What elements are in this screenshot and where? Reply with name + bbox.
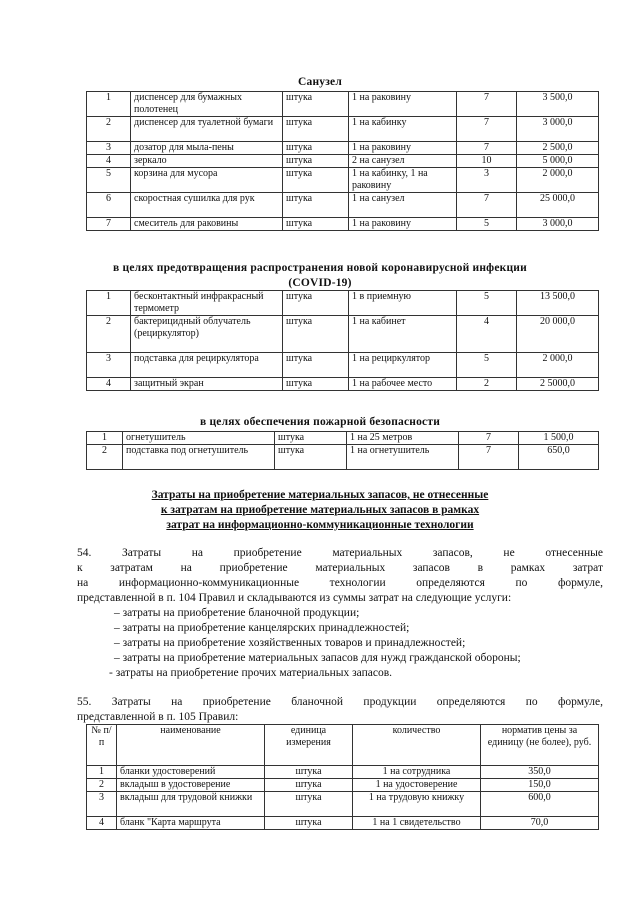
cell-n: 5 xyxy=(87,168,131,193)
cell-period: 7 xyxy=(457,92,517,117)
heading-line1: Затраты на приобретение материальных запасов, не отнесенные xyxy=(151,489,489,501)
cell-period: 3 xyxy=(457,168,517,193)
table-row xyxy=(87,792,599,817)
cell-period: 2 xyxy=(457,378,517,391)
cell-name: диспенсер для туалетной бумаги xyxy=(131,117,283,142)
heading-line3: затрат на информационно-коммуникационные технологии xyxy=(166,519,474,531)
cell-qty: 1 на рециркулятор xyxy=(349,353,457,378)
table-row xyxy=(87,432,599,445)
cell-price: 650,0 xyxy=(519,445,599,470)
cell-qty: 1 в приемную xyxy=(349,291,457,316)
cell-price: 5 000,0 xyxy=(517,155,599,168)
cell-n: 3 xyxy=(87,142,131,155)
cell-n: 3 xyxy=(87,792,117,817)
cell-unit: штука xyxy=(265,766,353,779)
section-title-fire: в целях обеспечения пожарной безопасности xyxy=(199,416,441,428)
cell-period: 10 xyxy=(457,155,517,168)
blank-products-table xyxy=(86,724,599,830)
cell-qty: 1 на кабинку, 1 на раковину xyxy=(349,168,457,193)
table-row xyxy=(87,193,599,218)
cell-price: 13 500,0 xyxy=(517,291,599,316)
cell-qty: 1 на трудовую книжку xyxy=(353,792,481,817)
cell-n: 4 xyxy=(87,378,131,391)
cell-period: 7 xyxy=(459,445,519,470)
cell-name: огнетушитель xyxy=(123,432,275,445)
header-unit: единица измерения xyxy=(265,725,353,766)
cell-price: 70,0 xyxy=(481,817,599,830)
cell-unit: штука xyxy=(283,353,349,378)
cell-name: скоростная сушилка для рук xyxy=(131,193,283,218)
cell-name: бланк "Карта маршрута xyxy=(117,817,265,830)
cell-price: 1 500,0 xyxy=(519,432,599,445)
header-name: наименование xyxy=(117,725,265,766)
header-number: № п/п xyxy=(87,725,117,766)
cell-unit: штука xyxy=(283,378,349,391)
cell-name: корзина для мусора xyxy=(131,168,283,193)
cell-unit: штука xyxy=(275,432,347,445)
cell-n: 2 xyxy=(87,445,123,470)
cell-name: бактерицидный облучатель (рециркулятор) xyxy=(131,316,283,353)
cell-unit: штука xyxy=(283,92,349,117)
materials-heading xyxy=(60,488,580,533)
paragraph-54 xyxy=(77,546,603,606)
cell-period: 4 xyxy=(457,316,517,353)
cell-n: 4 xyxy=(87,155,131,168)
cell-n: 3 xyxy=(87,353,131,378)
cell-period: 5 xyxy=(457,353,517,378)
cell-name: дозатор для мыла-пены xyxy=(131,142,283,155)
fire-table xyxy=(86,431,599,470)
cell-qty: 1 на раковину xyxy=(349,218,457,231)
p55-line1: 55. Затраты на приобретение бланочной продукции определяются по формуле, xyxy=(77,696,603,708)
cell-unit: штука xyxy=(275,445,347,470)
cell-qty: 1 на сотрудника xyxy=(353,766,481,779)
cell-price: 3 000,0 xyxy=(517,117,599,142)
p54-item: – затраты на приобретение хозяйственных товаров и принадлежностей; xyxy=(114,637,466,649)
cell-unit: штука xyxy=(283,218,349,231)
cell-n: 1 xyxy=(87,92,131,117)
table-row xyxy=(87,291,599,316)
cell-name: вкладыш в удостоверение xyxy=(117,779,265,792)
cell-name: защитный экран xyxy=(131,378,283,391)
heading-line2: к затратам на приобретение материальных запасов в рамках xyxy=(160,504,480,516)
table-row xyxy=(87,445,599,470)
table-row xyxy=(87,316,599,353)
cell-unit: штука xyxy=(283,168,349,193)
cell-qty: 1 на кабинку xyxy=(349,117,457,142)
cell-unit: штука xyxy=(265,817,353,830)
cell-price: 600,0 xyxy=(481,792,599,817)
covid-title-line1: в целях предотвращения распространения новой коронавирусной инфекции xyxy=(113,262,527,274)
cell-name: подставка для рециркулятора xyxy=(131,353,283,378)
table-row xyxy=(87,353,599,378)
cell-n: 2 xyxy=(87,779,117,792)
cell-n: 1 xyxy=(87,432,123,445)
cell-price: 2 500,0 xyxy=(517,142,599,155)
cell-qty: 1 на кабинет xyxy=(349,316,457,353)
p54-line1: 54. Затраты на приобретение материальных запасов, не отнесенные xyxy=(77,547,603,559)
cell-unit: штука xyxy=(283,155,349,168)
cell-n: 1 xyxy=(87,766,117,779)
cell-price: 350,0 xyxy=(481,766,599,779)
cell-name: диспенсер для бумажных полотенец xyxy=(131,92,283,117)
cell-period: 7 xyxy=(457,117,517,142)
header-quantity: количество xyxy=(353,725,481,766)
p54-line4: представленной в п. 104 Правил и складываются из суммы затрат на следующие услуги: xyxy=(77,592,512,604)
table-row xyxy=(87,168,599,193)
cell-qty: 1 на 25 метров xyxy=(347,432,459,445)
table-row xyxy=(87,92,599,117)
cell-unit: штука xyxy=(265,792,353,817)
p54-line3: на информационно-коммуникационные технологии определяются по формуле, xyxy=(77,577,603,589)
p54-line2: к затратам на приобретение материальных запасов в рамках затрат xyxy=(77,562,603,574)
cell-price: 2 000,0 xyxy=(517,353,599,378)
cell-price: 2 5000,0 xyxy=(517,378,599,391)
table-row xyxy=(87,142,599,155)
cell-price: 2 000,0 xyxy=(517,168,599,193)
cell-name: бланки удостоверений xyxy=(117,766,265,779)
cell-price: 20 000,0 xyxy=(517,316,599,353)
p54-list xyxy=(77,606,603,681)
cell-unit: штука xyxy=(265,779,353,792)
cell-n: 7 xyxy=(87,218,131,231)
cell-unit: штука xyxy=(283,117,349,142)
table-row xyxy=(87,155,599,168)
p54-item: – затраты на приобретение канцелярских принадлежностей; xyxy=(114,622,410,634)
cell-qty: 1 на огнетушитель xyxy=(347,445,459,470)
covid-table xyxy=(86,290,599,391)
table-row xyxy=(87,378,599,391)
cell-period: 7 xyxy=(459,432,519,445)
cell-period: 5 xyxy=(457,291,517,316)
cell-price: 25 000,0 xyxy=(517,193,599,218)
cell-n: 1 xyxy=(87,291,131,316)
cell-unit: штука xyxy=(283,142,349,155)
cell-price: 3 500,0 xyxy=(517,92,599,117)
cell-qty: 1 на 1 свидетельство xyxy=(353,817,481,830)
table-header-row xyxy=(87,725,599,766)
p54-item: - затраты на приобретение прочих материальных запасов. xyxy=(109,667,393,679)
cell-name: подставка под огнетушитель xyxy=(123,445,275,470)
cell-period: 7 xyxy=(457,142,517,155)
section-title-sanuzel: Санузел xyxy=(297,76,342,88)
cell-unit: штука xyxy=(283,291,349,316)
cell-qty: 1 на санузел xyxy=(349,193,457,218)
cell-qty: 1 на рабочее место xyxy=(349,378,457,391)
cell-unit: штука xyxy=(283,316,349,353)
header-price: норматив цены за единицу (не более), руб. xyxy=(481,725,599,766)
section-title-covid xyxy=(0,261,640,291)
cell-name: зеркало xyxy=(131,155,283,168)
cell-period: 5 xyxy=(457,218,517,231)
p54-item: – затраты на приобретение материальных запасов для нужд гражданской обороны; xyxy=(114,652,521,664)
covid-title-line2: (COVID-19) xyxy=(288,277,352,289)
paragraph-55 xyxy=(77,695,603,725)
p55-line2: представленной в п. 105 Правил: xyxy=(77,711,239,723)
p54-item: – затраты на приобретение бланочной продукции; xyxy=(114,607,360,619)
cell-qty: 1 на раковину xyxy=(349,142,457,155)
cell-n: 4 xyxy=(87,817,117,830)
cell-price: 3 000,0 xyxy=(517,218,599,231)
cell-unit: штука xyxy=(283,193,349,218)
table-row xyxy=(87,117,599,142)
cell-name: вкладыш для трудовой книжки xyxy=(117,792,265,817)
cell-name: бесконтактный инфракрасный термометр xyxy=(131,291,283,316)
table-row xyxy=(87,779,599,792)
cell-n: 6 xyxy=(87,193,131,218)
cell-price: 150,0 xyxy=(481,779,599,792)
cell-name: смеситель для раковины xyxy=(131,218,283,231)
cell-qty: 2 на санузел xyxy=(349,155,457,168)
cell-qty: 1 на раковину xyxy=(349,92,457,117)
cell-qty: 1 на удостоверение xyxy=(353,779,481,792)
sanuzel-table xyxy=(86,91,599,231)
table-row xyxy=(87,817,599,830)
cell-period: 7 xyxy=(457,193,517,218)
cell-n: 2 xyxy=(87,316,131,353)
table-row xyxy=(87,218,599,231)
table-row xyxy=(87,766,599,779)
cell-n: 2 xyxy=(87,117,131,142)
